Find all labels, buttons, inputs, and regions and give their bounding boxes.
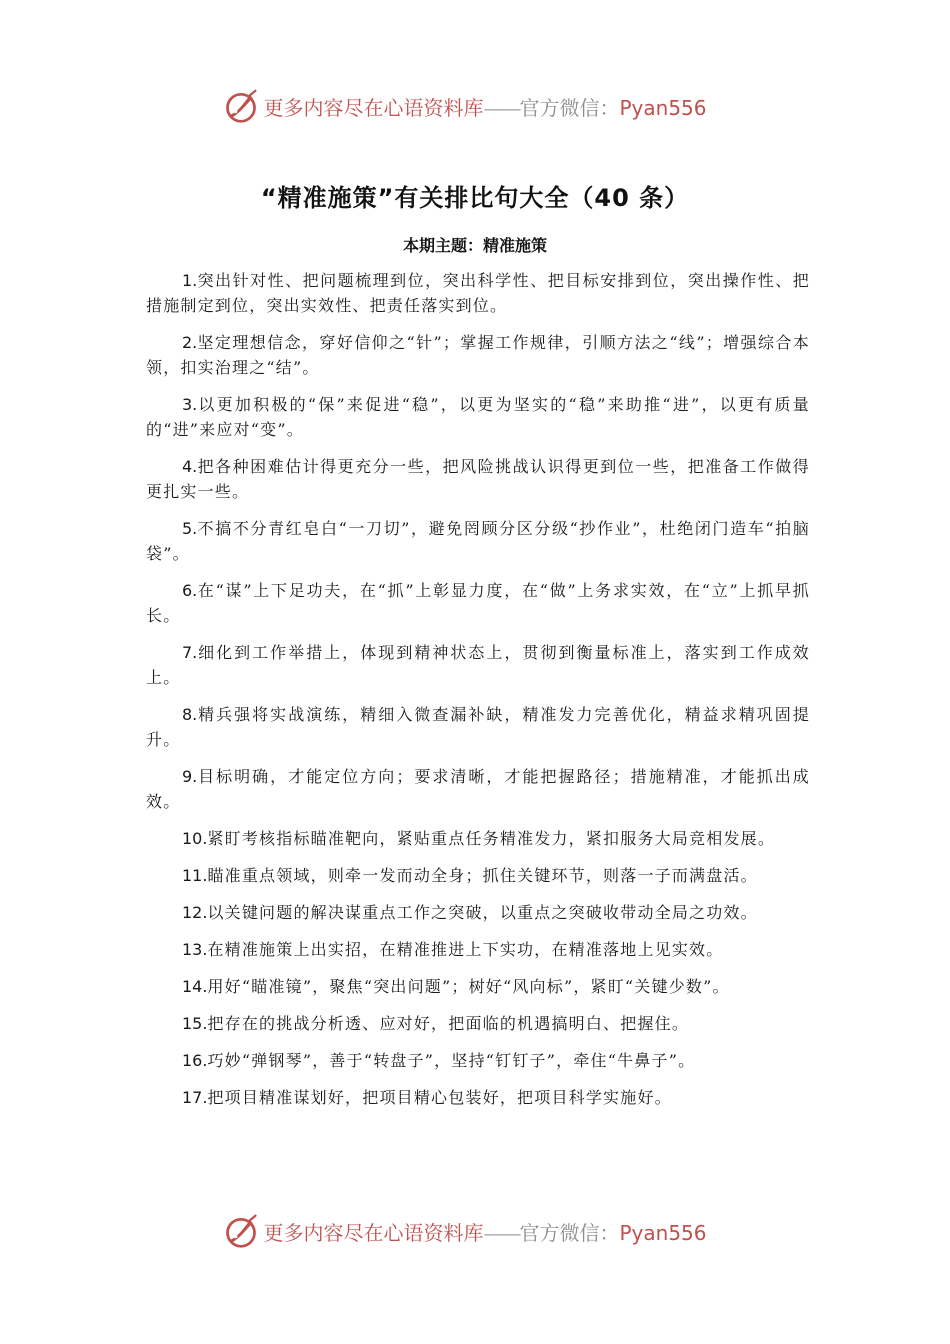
document-subtitle: 本期主题：精准施策 [402, 236, 547, 255]
item-text: 以关键问题的解决谋重点工作之突破，以重点之突破收带动全局之功效。 [207, 903, 758, 922]
list-item [146, 640, 810, 690]
list-item [146, 578, 810, 628]
banner-content [223, 1213, 706, 1249]
item-text: 在精准施策上出实招，在精准推进上下实功，在精准落地上见实效。 [207, 940, 724, 959]
banner-label: 官方微信： [519, 95, 620, 120]
item-number: 13. [182, 940, 208, 959]
banner-dash: —— [483, 95, 520, 120]
item-number: 4. [182, 457, 198, 476]
list-item [146, 1085, 810, 1110]
footer-banner [0, 1211, 950, 1251]
item-text: 精兵强将实战演练，精细入微查漏补缺，精准发力完善优化，精益求精巩固提升。 [146, 705, 810, 749]
list-item [146, 764, 810, 814]
item-text: 瞄准重点领域，则牵一发而动全身；抓住关键环节，则落一子而满盘活。 [207, 866, 758, 885]
item-text: 巧妙“弹钢琴”，善于“转盘子”，坚持“钉钉子”，牵住“牛鼻子”。 [207, 1051, 696, 1070]
banner-main-text: 更多内容尽在心语资料库 [263, 95, 484, 120]
list-item [146, 330, 810, 380]
item-text: 坚定理想信念，穿好信仰之“针”；掌握工作规律，引顺方法之“线”；增强综合本领，扣实治理之“结”。 [146, 333, 810, 377]
item-text: 细化到工作举措上，体现到精神状态上，贯彻到衡量标准上，落实到工作成效上。 [146, 643, 810, 687]
item-number: 10. [182, 829, 208, 848]
item-number: 7. [182, 643, 198, 662]
item-text: 把存在的挑战分析透、应对好，把面临的机遇搞明白、把握住。 [207, 1014, 690, 1033]
list-item [146, 702, 810, 752]
list-item [146, 516, 810, 566]
header-banner [0, 86, 950, 126]
item-text: 紧盯考核指标瞄准靶向，紧贴重点任务精准发力，紧扣服务大局竞相发展。 [207, 829, 776, 848]
item-number: 15. [182, 1014, 208, 1033]
item-number: 12. [182, 903, 208, 922]
banner-content [223, 88, 706, 124]
item-text: 把各种困难估计得更充分一些，把风险挑战认识得更到位一些，把准备工作做得更扎实一些。 [146, 457, 810, 501]
item-number: 3. [182, 395, 198, 414]
item-text: 在“谋”上下足功夫，在“抓”上彰显力度，在“做”上务求实效，在“立”上抓早抓长。 [146, 581, 810, 625]
item-number: 14. [182, 977, 208, 996]
item-number: 16. [182, 1051, 208, 1070]
list-item [146, 268, 810, 318]
banner-label: 官方微信： [519, 1220, 620, 1245]
item-number: 9. [182, 767, 198, 786]
item-text: 目标明确，才能定位方向；要求清晰，才能把握路径；措施精准，才能抓出成效。 [146, 767, 810, 811]
item-text: 以更加积极的“保”来促进“稳”，以更为坚实的“稳”来助推“进”，以更有质量的“进”来应对“变”。 [146, 395, 810, 439]
list-item [146, 826, 810, 851]
banner-wechat-id: Pyan556 [619, 1220, 707, 1245]
list-item [146, 392, 810, 442]
pen-logo-icon [223, 1213, 259, 1249]
list-item [146, 900, 810, 925]
list-item [146, 937, 810, 962]
item-number: 5. [182, 519, 198, 538]
banner-main-text: 更多内容尽在心语资料库 [263, 1220, 484, 1245]
list-item [146, 974, 810, 999]
banner-text [263, 92, 706, 121]
banner-dash: —— [483, 1220, 520, 1245]
item-number: 2. [182, 333, 198, 352]
item-text: 突出针对性、把问题梳理到位，突出科学性、把目标安排到位，突出操作性、把措施制定到位，突出实效性、把责任落实到位。 [146, 271, 810, 315]
banner-text [263, 1217, 706, 1246]
item-number: 11. [182, 866, 208, 885]
list-item [146, 454, 810, 504]
pen-logo-icon [223, 88, 259, 124]
item-number: 1. [182, 271, 198, 290]
banner-wechat-id: Pyan556 [619, 95, 707, 120]
item-text: 把项目精准谋划好，把项目精心包装好，把项目科学实施好。 [207, 1088, 672, 1107]
list-item [146, 1048, 810, 1073]
item-number: 6. [182, 581, 198, 600]
item-text: 不搞不分青红皂白“一刀切”，避免罔顾分区分级“抄作业”，杜绝闭门造车“拍脑袋”。 [146, 519, 810, 563]
list-item [146, 863, 810, 888]
list-item [146, 1011, 810, 1036]
item-text: 用好“瞄准镜”，聚焦“突出问题”；树好“风向标”，紧盯“关键少数”。 [207, 977, 730, 996]
sentence-list [146, 268, 810, 1122]
item-number: 17. [182, 1088, 208, 1107]
document-title: “精准施策”有关排比句大全（40 条） [260, 184, 690, 212]
item-number: 8. [182, 705, 198, 724]
